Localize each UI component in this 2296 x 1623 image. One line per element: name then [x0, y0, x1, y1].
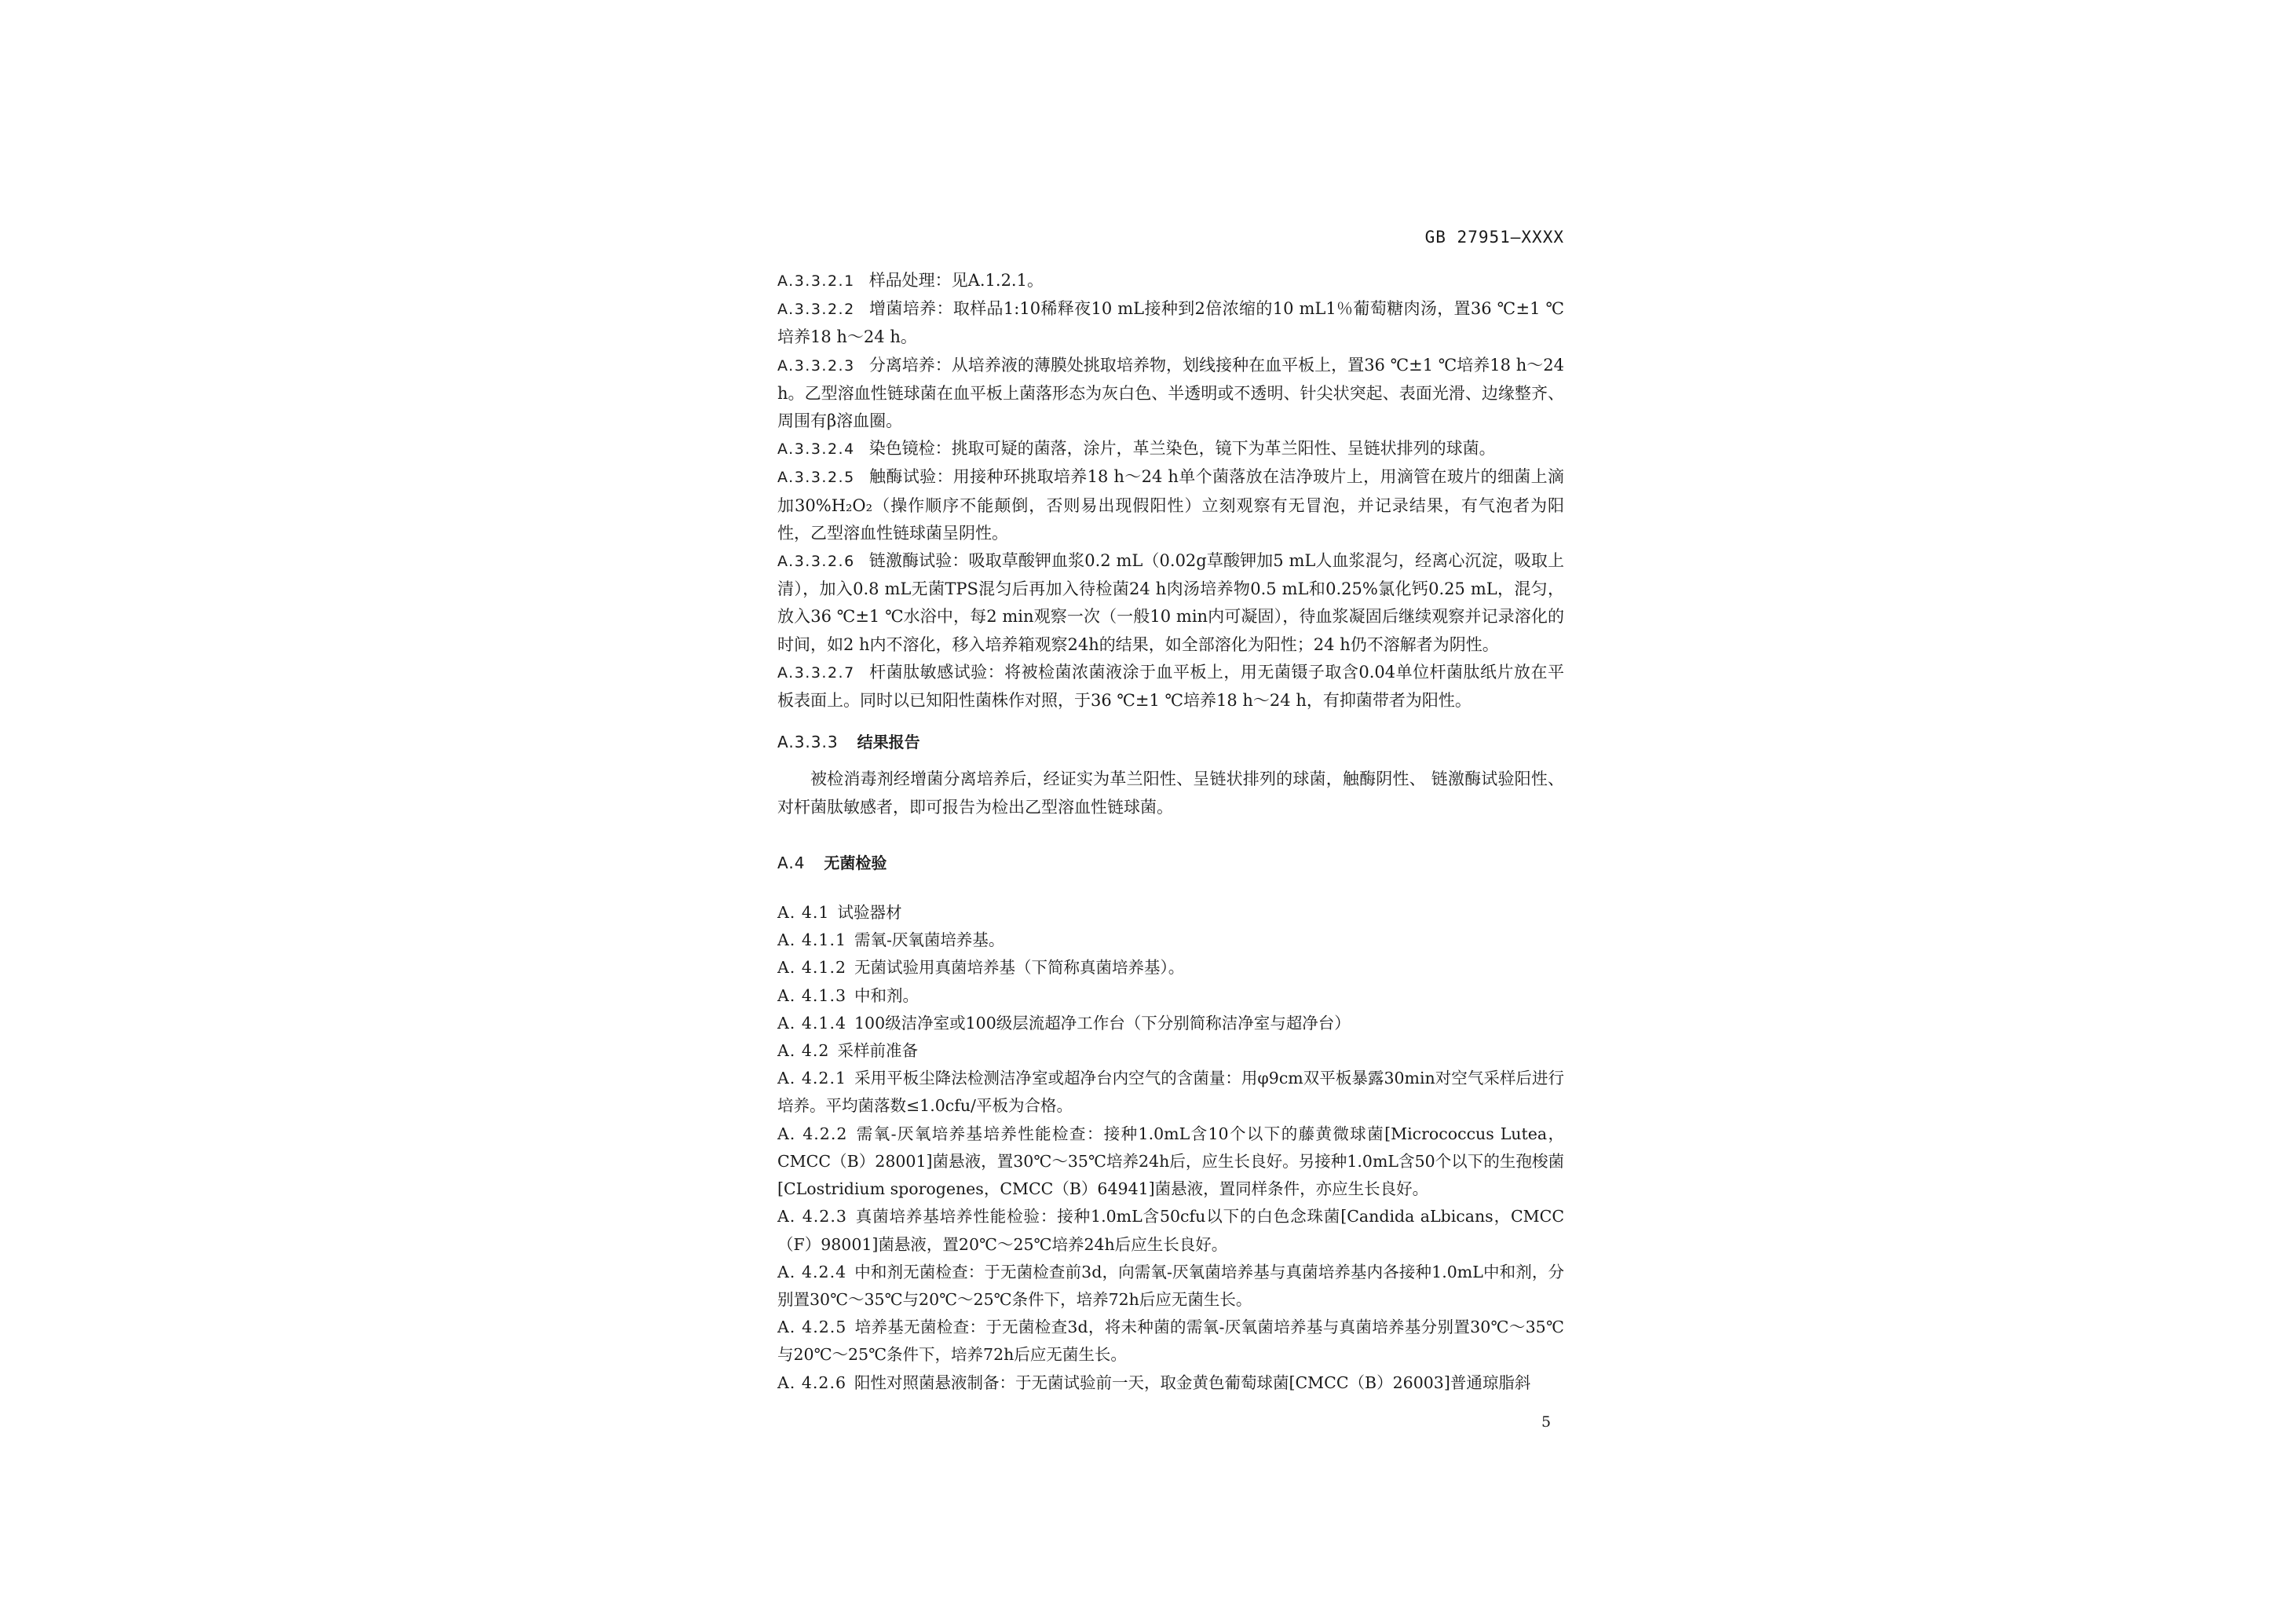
clause-number: A. 4.2.1: [777, 1069, 847, 1088]
clause-number: A.3.3.2.1: [777, 272, 855, 290]
clause-a411: [777, 927, 1564, 954]
clause-text: 中和剂无菌检查：于无菌检查前3d，向需氧-厌氧菌培养基与真菌培养基内各接种1.0mL中和剂，分别置30℃～35℃与20℃～25℃条件下，培养72h后应无菌生长。: [777, 1262, 1565, 1309]
result-report-heading: [777, 729, 1564, 756]
clause-number: A.3.3.2.3: [777, 356, 855, 375]
clause-number: A. 4.1.3: [777, 985, 846, 1005]
clause-text: 样品处理：见A.1.2.1。: [868, 271, 1044, 290]
clause-number: A.3.3.2.7: [777, 663, 855, 682]
heading-number: A.3.3.3: [777, 733, 839, 752]
clause-a3326: [777, 547, 1564, 659]
clause-text: 链激酶试验：吸取草酸钾血浆0.2 mL（0.02g草酸钾加5 mL人血浆混匀，经离心沉淀，吸取上清），加入0.8 mL无菌TPS混匀后再加入待检菌24 h肉汤培养物0.5 mL和0.25%氯化钙0.25 mL，混匀，放入36 ℃±1 ℃水浴中，每2 min观察一次（一般10 min内可凝固），待血浆凝固后继续观察并记录溶化的时间，如2 h内不溶化，移入培养箱观察24h的结果，如全部溶化为阳性；24 h仍不溶解者为阴性。: [777, 551, 1564, 654]
clause-text: 需氧-厌氧培养基培养性能检查：接种1.0mL含10个以下的藤黄微球菌[Micrococcus Lutea，CMCC（B）28001]菌悬液，置30℃～35℃培养24h后，应生长良好。另接种1.0mL含50个以下的生孢梭菌[CLostridium sporogenes，CMCC（B）64941]菌悬液，置同样条件，亦应生长良好。: [777, 1124, 1565, 1199]
clause-number: A. 4.1: [777, 903, 830, 923]
clause-number: A. 4.2.6: [777, 1373, 846, 1392]
clause-number: A.3.3.2.4: [777, 440, 855, 459]
clause-a414: [777, 1010, 1564, 1037]
clause-a421: [777, 1065, 1564, 1120]
clause-text: 无菌试验用真菌培养基（下简称真菌培养基）。: [854, 958, 1185, 978]
clause-a3325: [777, 463, 1564, 547]
clause-number: A. 4.2.5: [777, 1318, 847, 1337]
clause-a424: [777, 1259, 1564, 1314]
clause-text: 分离培养：从培养液的薄膜处挑取培养物，划线接种在血平板上，置36 ℃±1 ℃培养18 h～24 h。乙型溶血性链球菌在血平板上菌落形态为灰白色、半透明或不透明、针尖状突起、表面光滑、边缘整齐、周围有β溶血圈。: [777, 355, 1564, 431]
clause-text: 采用平板尘降法检测洁净室或超净台内空气的含菌量：用φ9cm双平板暴露30min对空气采样后进行培养。平均菌落数≤1.0cfu/平板为合格。: [777, 1069, 1565, 1116]
heading-title: 结果报告: [857, 733, 920, 752]
clause-text: 100级洁净室或100级层流超净工作台（下分别简称洁净室与超净台）: [854, 1013, 1351, 1033]
clause-number: A.3.3.2.2: [777, 301, 855, 319]
clause-a425: [777, 1314, 1564, 1369]
clause-text: 培养基无菌检查：于无菌检查3d，将未种菌的需氧-厌氧菌培养基与真菌培养基分别置30℃～35℃与20℃～25℃条件下，培养72h后应无菌生长。: [777, 1318, 1564, 1365]
clause-text: 杆菌肽敏感试验：将被检菌浓菌液涂于血平板上，用无菌镊子取含0.04单位杆菌肽纸片放在平板表面上。同时以已知阳性菌株作对照，于36 ℃±1 ℃培养18 h～24 h，有抑菌带者为阳性。: [777, 662, 1564, 711]
clause-text: 采样前准备: [837, 1041, 918, 1061]
clause-text: 需氧-厌氧菌培养基。: [854, 930, 1005, 950]
clause-number: A.3.3.2.6: [777, 553, 855, 571]
heading-number: A.4: [777, 853, 806, 872]
clause-number: A. 4.2.2: [777, 1124, 848, 1143]
clause-text: 触酶试验：用接种环挑取培养18 h～24 h单个菌落放在洁净玻片上，用滴管在玻片的细菌上滴加30%H₂O₂（操作顺序不能颠倒，否则易出现假阳性）立刻观察有无冒泡，并记录结果，有气泡者为阳性，乙型溶血性链球菌呈阴性。: [777, 467, 1564, 543]
section-a4-heading: [777, 850, 1564, 877]
clause-a41: [777, 899, 1564, 927]
clause-a3321: [777, 267, 1564, 295]
clause-a3324: [777, 435, 1564, 463]
clause-number: A. 4.2: [777, 1041, 830, 1061]
clause-a426: [777, 1369, 1564, 1397]
clause-number: A. 4.1.1: [777, 930, 846, 950]
clause-number: A. 4.2.3: [777, 1207, 847, 1226]
clause-a3327: [777, 659, 1564, 715]
clause-a412: [777, 954, 1564, 981]
standard-code: GB 27951—XXXX: [1424, 228, 1564, 247]
clause-a423: [777, 1203, 1564, 1258]
clause-text: 中和剂。: [854, 985, 919, 1005]
clause-text: 试验器材: [837, 903, 902, 923]
page-content: [777, 267, 1564, 1397]
clause-text: 染色镜检：挑取可疑的菌落，涂片，革兰染色，镜下为革兰阳性、呈链状排列的球菌。: [868, 439, 1496, 459]
clause-text: 阳性对照菌悬液制备：于无菌试验前一天，取金黄色葡萄球菌[CMCC（B）26003]普通琼脂斜: [854, 1373, 1531, 1392]
clause-text: 增菌培养：取样品1:10稀释夜10 mL接种到2倍浓缩的10 mL1％葡萄糖肉汤，置36 ℃±1 ℃培养18 h～24 h。: [777, 299, 1564, 347]
result-report-text: 被检消毒剂经增菌分离培养后，经证实为革兰阳性、呈链状排列的球菌，触酶阴性、 链激酶试验阳性、对杆菌肽敏感者，即可报告为检出乙型溶血性链球菌。: [777, 769, 1564, 817]
clause-text: 真菌培养基培养性能检验：接种1.0mL含50cfu以下的白色念珠菌[Candida aLbicans，CMCC（F）98001]菌悬液，置20℃～25℃培养24h后应生长良好。: [777, 1207, 1565, 1254]
page-number: 5: [1541, 1413, 1552, 1431]
clause-number: A. 4.2.4: [777, 1262, 847, 1281]
clause-number: A.3.3.2.5: [777, 469, 855, 487]
clause-a3322: [777, 295, 1564, 351]
clause-number: A. 4.1.4: [777, 1013, 846, 1033]
clause-a413: [777, 982, 1564, 1010]
clause-number: A. 4.1.2: [777, 958, 846, 978]
clause-a3323: [777, 352, 1564, 436]
heading-title: 无菌检验: [824, 853, 887, 872]
clause-a42: [777, 1037, 1564, 1065]
clause-a422: [777, 1120, 1564, 1204]
